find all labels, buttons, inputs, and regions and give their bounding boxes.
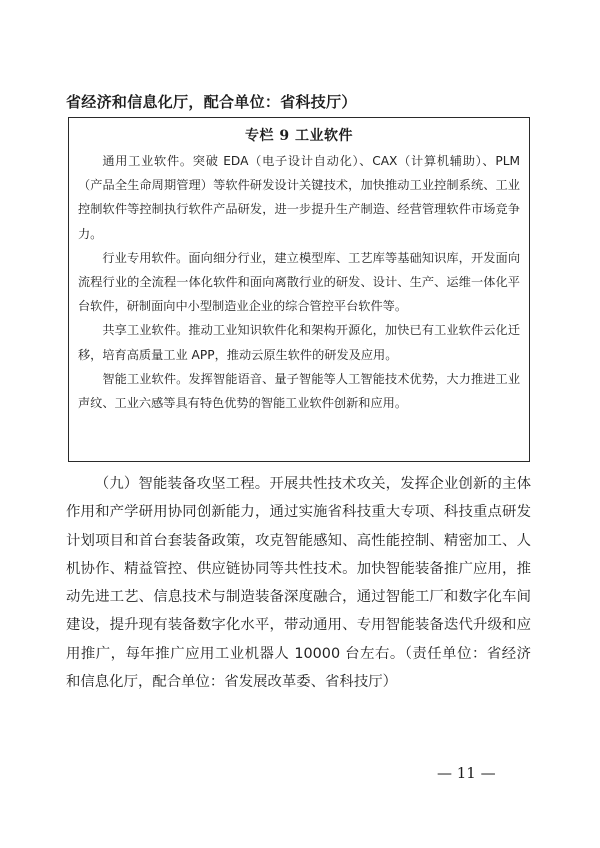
section-paragraph: [66, 470, 531, 696]
para-lead: 智能工业软件。: [102, 371, 189, 386]
section-body: [66, 470, 531, 696]
box-paragraph: [78, 367, 520, 415]
section-text: 开展共性技术攻关，发挥企业创新的主体作用和产学研用协同创新能力，通过实施省科技重大专项、科技重点研发计划项目和首台套装备政策，攻克智能感知、高性能控制、精密加工、人机协作、精益管控、供应链协同等共性技术。加快智能装备推广应用，推动先进工艺、信息技术与制造装备深度融合，通过智能工厂和数字化车间建设，提升现有装备数字化水平，带动通用、专用智能装备迭代升级和应用推广，每年推广应用工业机器人 10000 台左右。（责任单位：省经济和信息化厅，配合单位：省发展改革委、省科技厅）: [66, 476, 531, 691]
page-number: — 11 —: [437, 764, 496, 782]
continued-line: 省经济和信息化厅，配合单位：省科技厅）: [66, 93, 357, 111]
para-text: 面向细分行业，建立模型库、工艺库等基础知识库，开发面向流程行业的全流程一体化软件和面向离散行业的研发、设计、生产、运维一体化平台软件，研制面向中小型制造业企业的综合管控平台软件等。: [78, 250, 521, 314]
para-text: 突破 EDA（电子设计自动化）、CAX（计算机辅助）、PLM（产品全生命周期管理）等软件研发设计关键技术，加快推动工业控制系统、工业控制软件等控制执行软件产品研发，进一步提升生产制造、经营管理软件市场竞争力。: [78, 154, 521, 241]
column-box: [68, 117, 530, 462]
box-paragraph: [78, 246, 520, 319]
para-lead: 共享工业软件。: [102, 323, 189, 338]
para-lead: 通用工业软件。: [102, 154, 193, 168]
box-paragraph: [78, 318, 520, 366]
para-text: 发挥智能语音、量子智能等人工智能技术优势，大力推进工业声纹、工业六感等具有特色优势的智能工业软件创新和应用。: [78, 371, 521, 411]
box-body: [78, 149, 520, 415]
para-lead: 行业专用软件。: [102, 250, 189, 265]
section-heading: （九）智能装备攻坚工程。: [94, 476, 270, 492]
box-paragraph: [78, 149, 520, 246]
box-title: 专栏 9 工业软件: [245, 128, 353, 144]
para-text: 推动工业知识软件化和架构开源化，加快已有工业软件云化迁移，培育高质量工业 APP，推动云原生软件的研发及应用。: [78, 323, 521, 362]
